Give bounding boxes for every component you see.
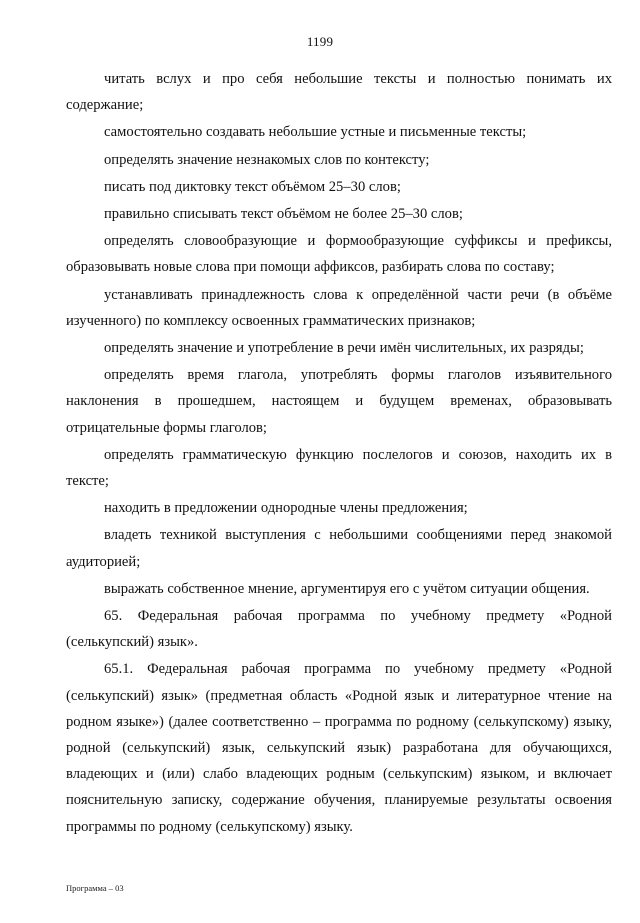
paragraph: определять время глагола, употреблять формы глаголов изъявительного наклонения в прошедшем, настоящем и будущем временах, образовывать отрицательные формы глаголов;: [66, 367, 612, 436]
paragraph: определять значение незнакомых слов по контексту;: [104, 151, 430, 168]
paragraph: самостоятельно создавать небольшие устные и письменные тексты;: [104, 124, 527, 141]
paragraph: находить в предложении однородные члены предложения;: [104, 500, 468, 517]
paragraph: правильно списывать текст объёмом не более 25–30 слов;: [104, 206, 463, 223]
paragraph: определять грамматическую функцию послелогов и союзов, находить их в тексте;: [66, 446, 612, 490]
section-heading-paragraph: 65. Федеральная рабочая программа по учебному предмету «Родной (селькупский) язык».: [66, 608, 612, 651]
paragraph: владеть техникой выступления с небольшими сообщениями перед знакомой аудиторией;: [66, 527, 612, 570]
paragraph: 65.1. Федеральная рабочая программа по учебному предмету «Родной (селькупский) язык» (предметная область «Родной язык и литературное чтение на родном языке») (далее соответственно – программа по родному (селькупскому) языку, родной (селькупский) язык, селькупский язык) разработана для обучающихся, владеющих и (или) слабо владеющих родным (селькупским) языком, и включает пояснительную записку, содержание обучения, планируемые результаты освоения программы по родному (селькупскому) языку.: [66, 661, 612, 835]
paragraph: выражать собственное мнение, аргументируя его с учётом ситуации общения.: [104, 580, 590, 597]
paragraph: устанавливать принадлежность слова к определённой части речи (в объёме изученного) по комплексу освоенных грамматических признаков;: [66, 286, 612, 329]
footer-label: Программа – 03: [66, 883, 124, 893]
document-body: [66, 66, 612, 841]
paragraph: писать под диктовку текст объёмом 25–30 слов;: [104, 178, 401, 195]
paragraph: читать вслух и про себя небольшие тексты и полностью понимать их содержание;: [66, 71, 612, 114]
paragraph: определять словообразующие и формообразующие суффиксы и префиксы, образовывать новые слова при помощи аффиксов, разбирать слова по составу;: [66, 233, 612, 276]
paragraph: определять значение и употребление в речи имён числительных, их разряды;: [104, 340, 584, 357]
page-number: 1199: [306, 34, 334, 49]
